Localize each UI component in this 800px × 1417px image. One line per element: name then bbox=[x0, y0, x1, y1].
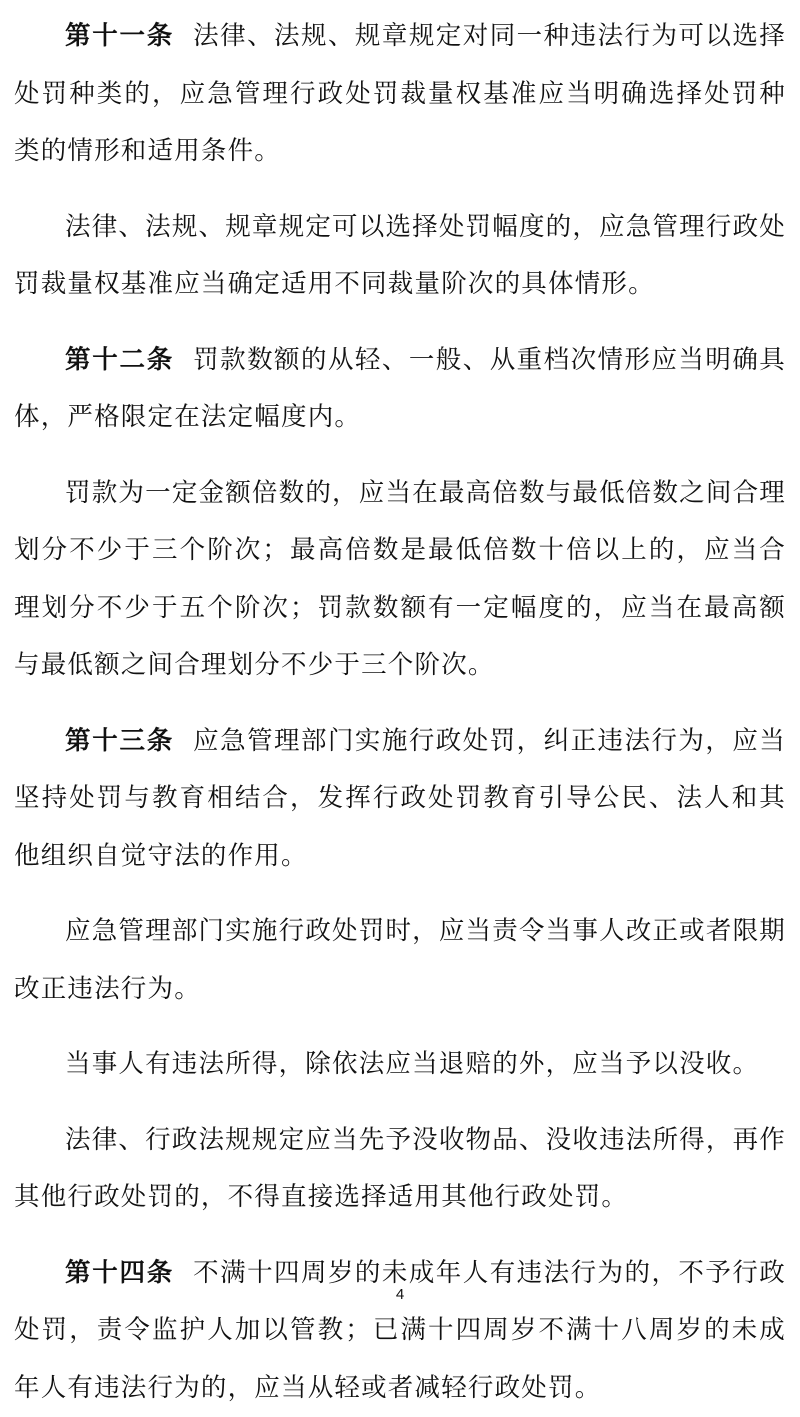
article-12-clause-2 bbox=[14, 465, 786, 695]
paragraph-text: 法律、法规、规章规定可以选择处罚幅度的，应急管理行政处罚裁量权基准应当确定适用不同裁量阶次的具体情形。 bbox=[14, 212, 786, 300]
paragraph-text: 应急管理部门实施行政处罚，纠正违法行为，应当坚持处罚与教育相结合，发挥行政处罚教育引导公民、法人和其他组织自觉守法的作用。 bbox=[14, 726, 786, 871]
paragraph-text: 当事人有违法所得，除依法应当退赔的外，应当予以没收。 bbox=[65, 1049, 759, 1079]
article-number: 第十一条 bbox=[65, 21, 174, 51]
page-number: 4 bbox=[0, 1286, 800, 1303]
paragraph-text: 罚款数额的从轻、一般、从重档次情形应当明确具体，严格限定在法定幅度内。 bbox=[14, 345, 786, 433]
article-11-clause-2 bbox=[14, 199, 786, 314]
article-13-clause-3 bbox=[14, 1036, 786, 1094]
article-13-paragraph bbox=[14, 713, 786, 886]
article-14-paragraph bbox=[14, 1245, 786, 1417]
paragraph-text: 法律、法规、规章规定对同一种违法行为可以选择处罚种类的，应急管理行政处罚裁量权基准应当明确选择处罚种类的情形和适用条件。 bbox=[14, 21, 786, 166]
paragraph-text: 不满十四周岁的未成年人有违法行为的，不予行政处罚，责令监护人加以管教；已满十四周岁不满十八周岁的未成年人有违法行为的，应当从轻或者减轻行政处罚。 bbox=[14, 1258, 786, 1403]
article-13-clause-4 bbox=[14, 1112, 786, 1227]
article-12-paragraph bbox=[14, 332, 786, 447]
article-number: 第十四条 bbox=[65, 1258, 174, 1288]
article-number: 第十三条 bbox=[65, 726, 174, 756]
paragraph-text: 法律、行政法规规定应当先予没收物品、没收违法所得，再作其他行政处罚的，不得直接选择适用其他行政处罚。 bbox=[14, 1125, 786, 1213]
article-13-clause-2 bbox=[14, 903, 786, 1018]
paragraph-text: 应急管理部门实施行政处罚时，应当责令当事人改正或者限期改正违法行为。 bbox=[14, 916, 786, 1004]
article-11-paragraph bbox=[14, 8, 786, 181]
article-number: 第十二条 bbox=[65, 345, 174, 375]
paragraph-text: 罚款为一定金额倍数的，应当在最高倍数与最低倍数之间合理划分不少于三个阶次；最高倍数是最低倍数十倍以上的，应当合理划分不少于五个阶次；罚款数额有一定幅度的，应当在最高额与最低额之间合理划分不少于三个阶次。 bbox=[14, 478, 786, 681]
